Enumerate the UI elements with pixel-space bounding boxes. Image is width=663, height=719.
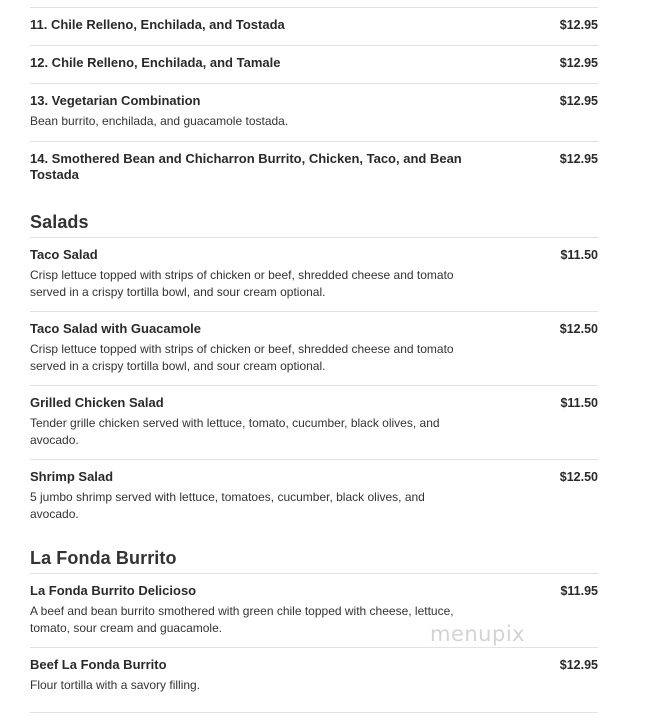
item-name: La Fonda Burrito Delicioso: [30, 583, 197, 598]
item-price: $12.95: [559, 658, 598, 672]
item-price: $12.50: [559, 470, 598, 484]
item-name: 13. Vegetarian Combination: [30, 93, 201, 108]
item-description: Tender grille chicken served with lettuce, tomato, cucumber, black olives, and avocado.: [30, 416, 440, 447]
menu-section-la-fonda-burrito: [30, 547, 598, 703]
item-description: 5 jumbo shrimp served with lettuce, tomatoes, cucumber, black olives, and avocado.: [30, 490, 425, 521]
item-description: Bean burrito, enchilada, and guacamole tostada.: [30, 114, 289, 128]
menu: [30, 0, 598, 703]
menu-item: [30, 237, 598, 311]
menu-item: [30, 647, 598, 703]
item-description: Crisp lettuce topped with strips of chicken or beef, shredded cheese and tomato served in a crispy tortilla bowl, and sour cream optional.: [30, 268, 454, 299]
item-name: 14. Smothered Bean and Chicharron Burrito, Chicken, Taco, and Bean Tostada: [30, 151, 462, 182]
item-name: Beef La Fonda Burrito: [30, 657, 167, 672]
item-price: $12.95: [559, 152, 598, 166]
item-price: $12.50: [559, 322, 598, 336]
item-name: 12. Chile Relleno, Enchilada, and Tamale: [30, 55, 281, 70]
menu-section-salads: [30, 211, 598, 533]
item-price: $11.50: [560, 248, 598, 262]
item-price: $11.95: [560, 584, 598, 598]
item-description: A beef and bean burrito smothered with green chile topped with cheese, lettuce, tomato, sour cream and guacamole.: [30, 604, 454, 635]
menu-section-combinations: [30, 7, 598, 199]
item-price: $12.95: [559, 94, 598, 108]
item-price: $11.50: [560, 396, 598, 410]
menu-item: [30, 311, 598, 385]
section-title: Salads: [30, 212, 89, 232]
menu-item: [30, 7, 598, 45]
divider: [30, 712, 598, 713]
item-price: $12.95: [559, 18, 598, 32]
item-name: Taco Salad: [30, 247, 98, 262]
item-name: Grilled Chicken Salad: [30, 395, 164, 410]
section-title: La Fonda Burrito: [30, 548, 177, 568]
item-price: $12.95: [559, 56, 598, 70]
menu-item: [30, 573, 598, 647]
menu-item: [30, 459, 598, 533]
watermark-logo: menupix: [430, 622, 526, 646]
item-name: 11. Chile Relleno, Enchilada, and Tostada: [30, 17, 285, 32]
item-description: Flour tortilla with a savory filling.: [30, 678, 201, 692]
menu-item: [30, 141, 598, 199]
menu-item: [30, 45, 598, 83]
menu-item: [30, 83, 598, 141]
item-name: Shrimp Salad: [30, 469, 114, 484]
item-name: Taco Salad with Guacamole: [30, 321, 201, 336]
item-description: Crisp lettuce topped with strips of chicken or beef, shredded cheese and tomato served in a crispy tortilla bowl, and sour cream optional.: [30, 342, 454, 373]
menu-item: [30, 385, 598, 459]
